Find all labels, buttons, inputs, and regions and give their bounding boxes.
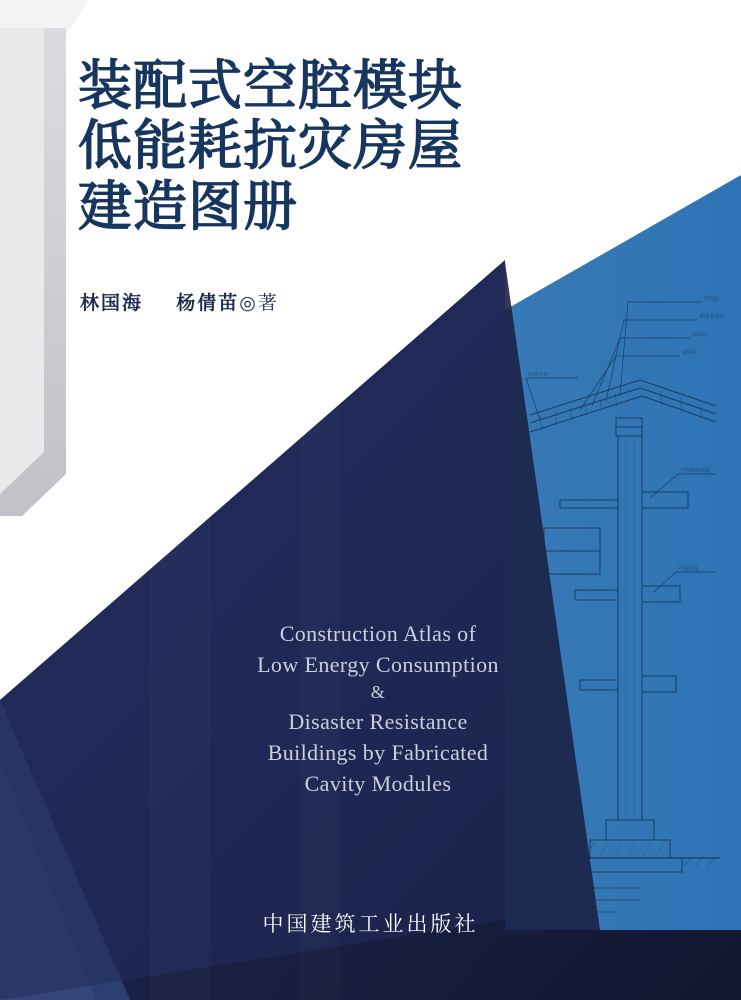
svg-text:屋面板: 屋面板 (682, 350, 698, 356)
svg-text:混凝土基础 地坪 基础梁: 混凝土基础 地坪 基础梁 (534, 880, 588, 886)
svg-text:3: 3 (524, 752, 528, 758)
author-name-1: 林国海 (80, 292, 144, 314)
title-line-3: 建造图册 (78, 174, 298, 238)
svg-text:保温层: 保温层 (692, 332, 708, 338)
blueprint-drawing (520, 260, 725, 920)
svg-text:外墙保温: 外墙保温 (678, 566, 699, 572)
english-title-line-3: & (370, 682, 386, 703)
english-title-line-1: Construction Atlas of (279, 621, 477, 646)
svg-text:楼板连接节点详图说明: 楼板连接节点详图说明 (534, 893, 585, 899)
english-title-line-5: Buildings by Fabricated (267, 740, 489, 766)
english-title-line-4: Disaster Resistance (288, 709, 468, 735)
svg-text:2: 2 (524, 638, 528, 644)
author-mark: ◎著 (239, 292, 279, 314)
english-title-line-2: Low Energy Consumption (257, 652, 499, 678)
svg-text:空腔模块装配示意: 空腔模块装配示意 (534, 905, 575, 911)
svg-text:防水卷材层: 防水卷材层 (700, 314, 725, 320)
svg-text:1: 1 (524, 548, 528, 554)
author-name-2: 杨倩苗 (176, 292, 240, 314)
author-line (80, 288, 279, 315)
english-title-line-6: Cavity Modules (304, 771, 452, 797)
english-title (228, 618, 528, 800)
title-line-2: 低能耗抗灾房屋 (78, 114, 463, 178)
svg-text:轻钢龙骨: 轻钢龙骨 (528, 372, 549, 378)
title-line-1: 装配式空腔模块 (78, 54, 463, 117)
svg-text:空腔模块墙体: 空腔模块墙体 (680, 468, 711, 474)
publisher-name: 中国建筑工业出版社 (262, 912, 479, 936)
book-title (78, 56, 548, 237)
svg-text:结构层: 结构层 (704, 296, 720, 302)
